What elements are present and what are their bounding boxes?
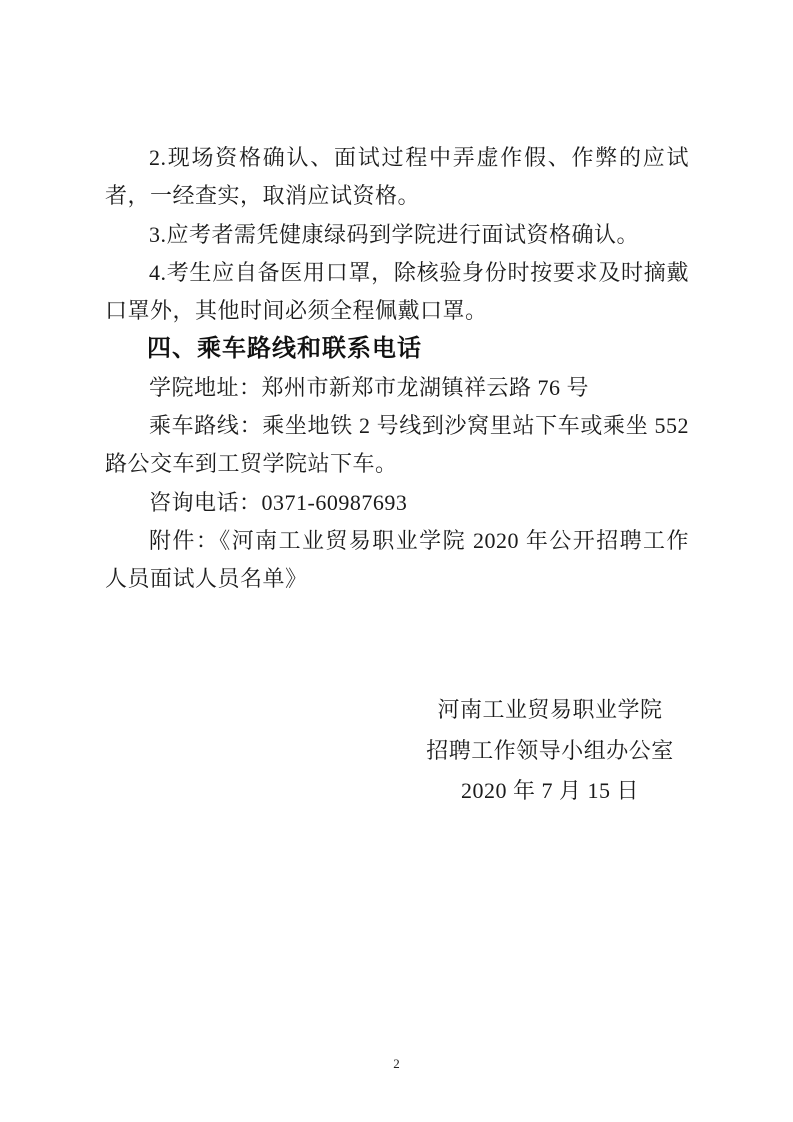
section-heading-transport-contact: 四、乘车路线和联系电话 [147,335,422,363]
signature-block [400,690,700,812]
paragraph-item-2: 2.现场资格确认、面试过程中弄虚作假、作弊的应试者，一经查实，取消应试资格。 [105,145,689,209]
paragraph-item-4: 4.考生应自备医用口罩，除核验身份时按要求及时摘戴口罩外，其他时间必须全程佩戴口罩。 [105,259,689,324]
page-footer [0,1056,793,1072]
phone-line: 咨询电话：0371-60987693 [149,489,408,515]
address-line: 学院地址：郑州市新郑市龙湖镇祥云路 76 号 [149,374,590,400]
signature-date: 2020 年 7 月 15 日 [460,778,639,803]
signature-office-name: 招聘工作领导小组办公室 [426,737,674,763]
attachment-line: 附件：《河南工业贸易职业学院 2020 年公开招聘工作人员面试人员名单》 [105,527,689,592]
document-body [105,139,689,599]
paragraph-item-3: 3.应考者需凭健康绿码到学院进行面试资格确认。 [149,221,640,247]
page-number: 2 [393,1056,400,1071]
signature-org-name: 河南工业贸易职业学院 [437,697,663,722]
route-line: 乘车路线：乘坐地铁 2 号线到沙窝里站下车或乘坐 552 路公交车到工贸学院站下车。 [105,413,689,477]
